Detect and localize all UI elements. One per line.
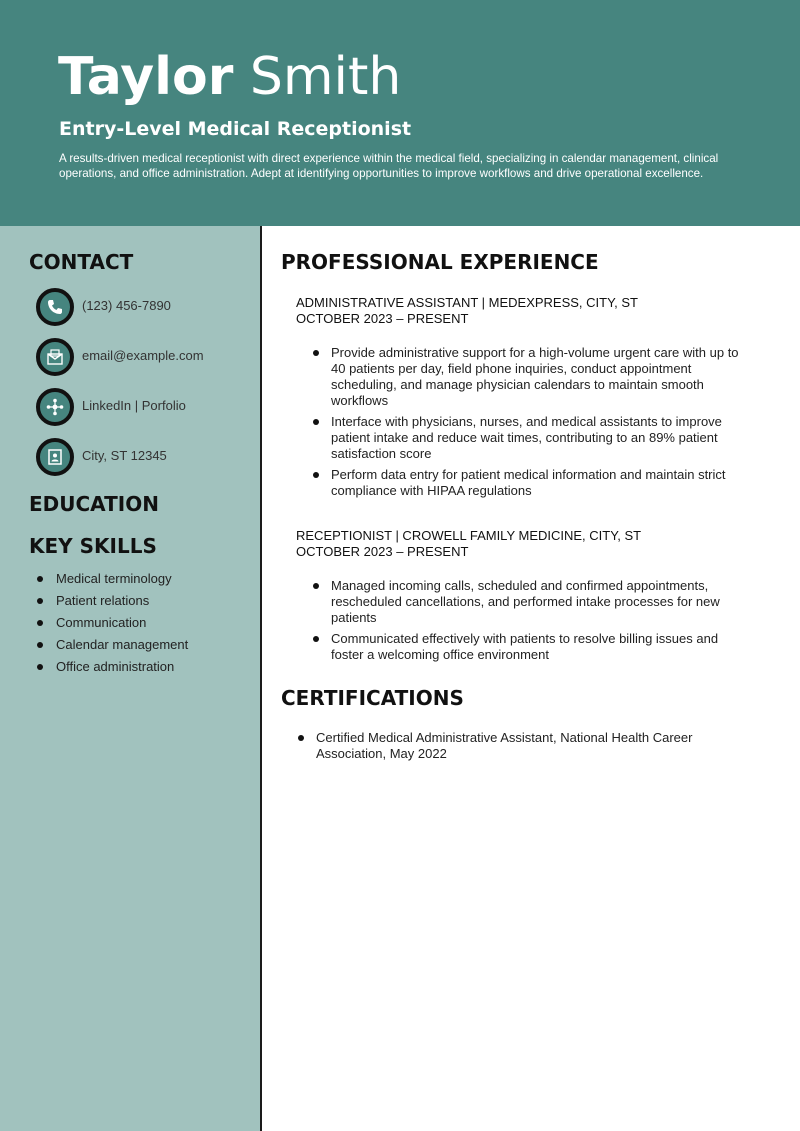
- job-2-bullets: [311, 578, 751, 668]
- job-1-role: ADMINISTRATIVE ASSISTANT | MEDEXPRESS, CITY, ST: [296, 295, 638, 310]
- address-text: City, ST 12345: [82, 448, 167, 463]
- last-name: Smith: [249, 47, 402, 107]
- job-title: Entry-Level Medical Receptionist: [59, 118, 412, 140]
- job-2-role: RECEPTIONIST | CROWELL FAMILY MEDICINE, CITY, ST: [296, 528, 642, 543]
- header-banner: [0, 0, 800, 226]
- list-item: Provide administrative support for a high-volume urgent care with up to 40 patients per day, field phone inquiries, conduct appointment scheduling, and manage physician calendars to maintain smooth workflows: [311, 345, 751, 409]
- phone-text: (123) 456-7890: [82, 298, 171, 313]
- skills-list: [35, 571, 188, 681]
- sidebar: [0, 226, 262, 1131]
- candidate-name: [58, 46, 401, 108]
- certifications-heading: CERTIFICATIONS: [281, 686, 464, 710]
- experience-heading: PROFESSIONAL EXPERIENCE: [281, 250, 599, 274]
- email-text: email@example.com: [82, 348, 204, 363]
- list-item: Medical terminology: [35, 571, 188, 593]
- phone-icon: [36, 288, 74, 326]
- job-2-dates: OCTOBER 2023 – PRESENT: [296, 544, 469, 559]
- summary: A results-driven medical receptionist with direct experience within the medical field, specializing in calendar management, clinical operations, and office administration. Adept at identifying opportunities to improve workflows and drive operational excellence.: [59, 152, 719, 180]
- first-name: Taylor: [58, 47, 234, 107]
- job-1-bullets: [311, 345, 751, 504]
- address-icon: [36, 438, 74, 476]
- list-item: Perform data entry for patient medical information and maintain strict compliance with HIPAA regulations: [311, 467, 751, 499]
- list-item: Communicated effectively with patients to resolve billing issues and foster a welcoming office environment: [311, 631, 751, 663]
- list-item: Office administration: [35, 659, 188, 681]
- list-item: Calendar management: [35, 637, 188, 659]
- network-icon: [36, 388, 74, 426]
- certifications-list: [296, 730, 726, 767]
- list-item: Communication: [35, 615, 188, 637]
- contact-heading: CONTACT: [29, 250, 134, 274]
- links-text: LinkedIn | Porfolio: [82, 398, 186, 413]
- list-item: Patient relations: [35, 593, 188, 615]
- email-icon: [36, 338, 74, 376]
- job-1-dates: OCTOBER 2023 – PRESENT: [296, 311, 469, 326]
- list-item: Managed incoming calls, scheduled and confirmed appointments, rescheduled cancellations, and performed intake processes for new patients: [311, 578, 751, 626]
- education-heading: EDUCATION: [29, 492, 159, 516]
- list-item: Interface with physicians, nurses, and medical assistants to improve patient intake and reduce wait times, contributing to an 89% patient satisfaction score: [311, 414, 751, 462]
- skills-heading: KEY SKILLS: [29, 534, 157, 558]
- list-item: Certified Medical Administrative Assistant, National Health Career Association, May 2022: [296, 730, 726, 762]
